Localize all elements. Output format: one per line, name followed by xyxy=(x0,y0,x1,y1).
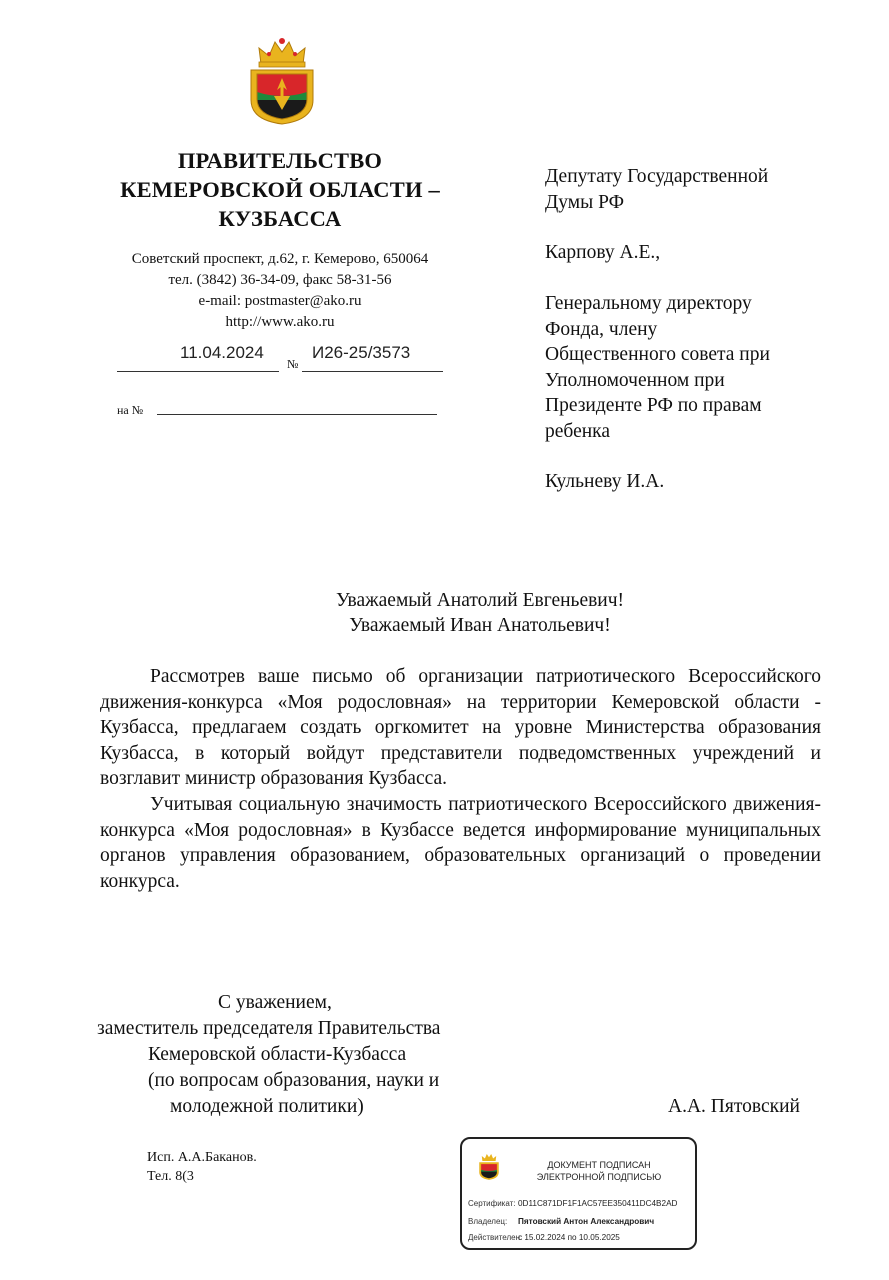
stamp-title xyxy=(524,1159,674,1183)
org-name-line: КЕМЕРОВСКОЙ ОБЛАСТИ – xyxy=(120,177,440,202)
stamp-owner-label: Владелец: xyxy=(468,1217,508,1226)
stamp-owner-value: Пятовский Антон Александрович xyxy=(518,1217,655,1226)
greeting xyxy=(120,588,840,638)
stamp-validity-row xyxy=(468,1233,620,1242)
organization-name xyxy=(90,146,470,233)
electronic-signature-stamp xyxy=(460,1137,697,1250)
number-label: № xyxy=(287,357,299,371)
addressee-line: Думы РФ xyxy=(545,191,625,213)
coat-of-arms-logo xyxy=(247,34,317,126)
org-name-line: КУЗБАССА xyxy=(218,206,342,231)
body-paragraph-2 xyxy=(100,792,821,894)
stamp-title-line: ДОКУМЕНТ ПОДПИСАН xyxy=(547,1160,651,1170)
signer-name: А.А. Пятовский xyxy=(668,1096,800,1117)
closing-phrase: С уважением, xyxy=(218,992,332,1013)
stamp-validity-label: Действителен: xyxy=(468,1233,523,1242)
signer-position-line: (по вопросам образования, науки и xyxy=(148,1070,440,1091)
addressee-line: Фонда, члену xyxy=(545,318,658,340)
addressee-line: Депутату Государственной xyxy=(545,166,769,187)
addressee-line: Генеральному директору xyxy=(545,293,752,314)
stamp-owner-row xyxy=(468,1217,654,1226)
organization-contacts xyxy=(90,249,470,333)
addressee-position-1 xyxy=(545,164,845,215)
org-phone: тел. (3842) 36-34-09, факс 58-31-56 xyxy=(168,272,392,288)
addressee-line: Уполномоченном при xyxy=(545,369,725,391)
org-name-line: ПРАВИТЕЛЬСТВО xyxy=(177,148,383,173)
signer-position-line: заместитель председателя Правительства xyxy=(97,1018,441,1039)
stamp-validity-value: с 15.02.2024 по 10.05.2025 xyxy=(518,1233,620,1242)
executor-name: Исп. А.А.Баканов. xyxy=(147,1150,257,1165)
signer-position-line: молодежной политики) xyxy=(170,1096,364,1117)
document-number: И26-25/3573 xyxy=(312,343,411,362)
stamp-title-line: ЭЛЕКТРОННОЙ ПОДПИСЬЮ xyxy=(536,1172,662,1182)
paragraph-text: Учитывая социальную значимость патриотического Всероссийского движения-конкурса «Моя родословная» в Кузбассе ведется информирование муниципальных органов управления образованием, образовательных организаций о проведении конкурса. xyxy=(100,794,821,892)
number-underline xyxy=(302,371,443,372)
org-email: e-mail: postmaster@ako.ru xyxy=(198,293,362,309)
document-date: 11.04.2024 xyxy=(180,343,264,362)
org-address: Советский проспект, д.62, г. Кемерово, 650064 xyxy=(131,251,429,267)
stamp-coat-of-arms-logo xyxy=(478,1151,500,1181)
date-underline xyxy=(117,371,279,372)
stamp-certificate-label: Сертификат: xyxy=(468,1199,516,1208)
addressee-name-2: Кульневу И.А. xyxy=(545,471,665,492)
org-website: http://www.ako.ru xyxy=(225,314,335,330)
greeting-line: Уважаемый Иван Анатольевич! xyxy=(349,615,611,636)
addressee-position-2 xyxy=(545,291,845,444)
reply-number-label: на № xyxy=(117,403,144,417)
stamp-certificate-value: 0D11C871DF1F1AC57EE350411DC4B2AD xyxy=(518,1199,678,1208)
executor-phone: Тел. 8(3 xyxy=(147,1169,194,1184)
addressee-line: Общественного совета при xyxy=(545,344,770,365)
addressee-line: Президенте РФ по правам xyxy=(545,395,762,416)
paragraph-text: Рассмотрев ваше письмо об организации патриотического Всероссийского движения-конкурса «Моя родословная» на территории Кемеровской области - Кузбасса, предлагаем создать оргкомитет на уровне Министерства образования Кузбасса, в который войдут представители подведомственных учреждений и возглавит министр образования Кузбасса. xyxy=(100,666,821,789)
reply-number-underline xyxy=(157,414,437,415)
addressee-line: ребенка xyxy=(545,420,610,442)
body-paragraph-1 xyxy=(100,664,821,792)
addressee-name-1: Карпову А.Е., xyxy=(545,242,661,263)
signer-position-line: Кемеровской области-Кузбасса xyxy=(148,1044,407,1065)
greeting-line: Уважаемый Анатолий Евгеньевич! xyxy=(335,590,625,611)
stamp-certificate-row xyxy=(468,1199,677,1208)
